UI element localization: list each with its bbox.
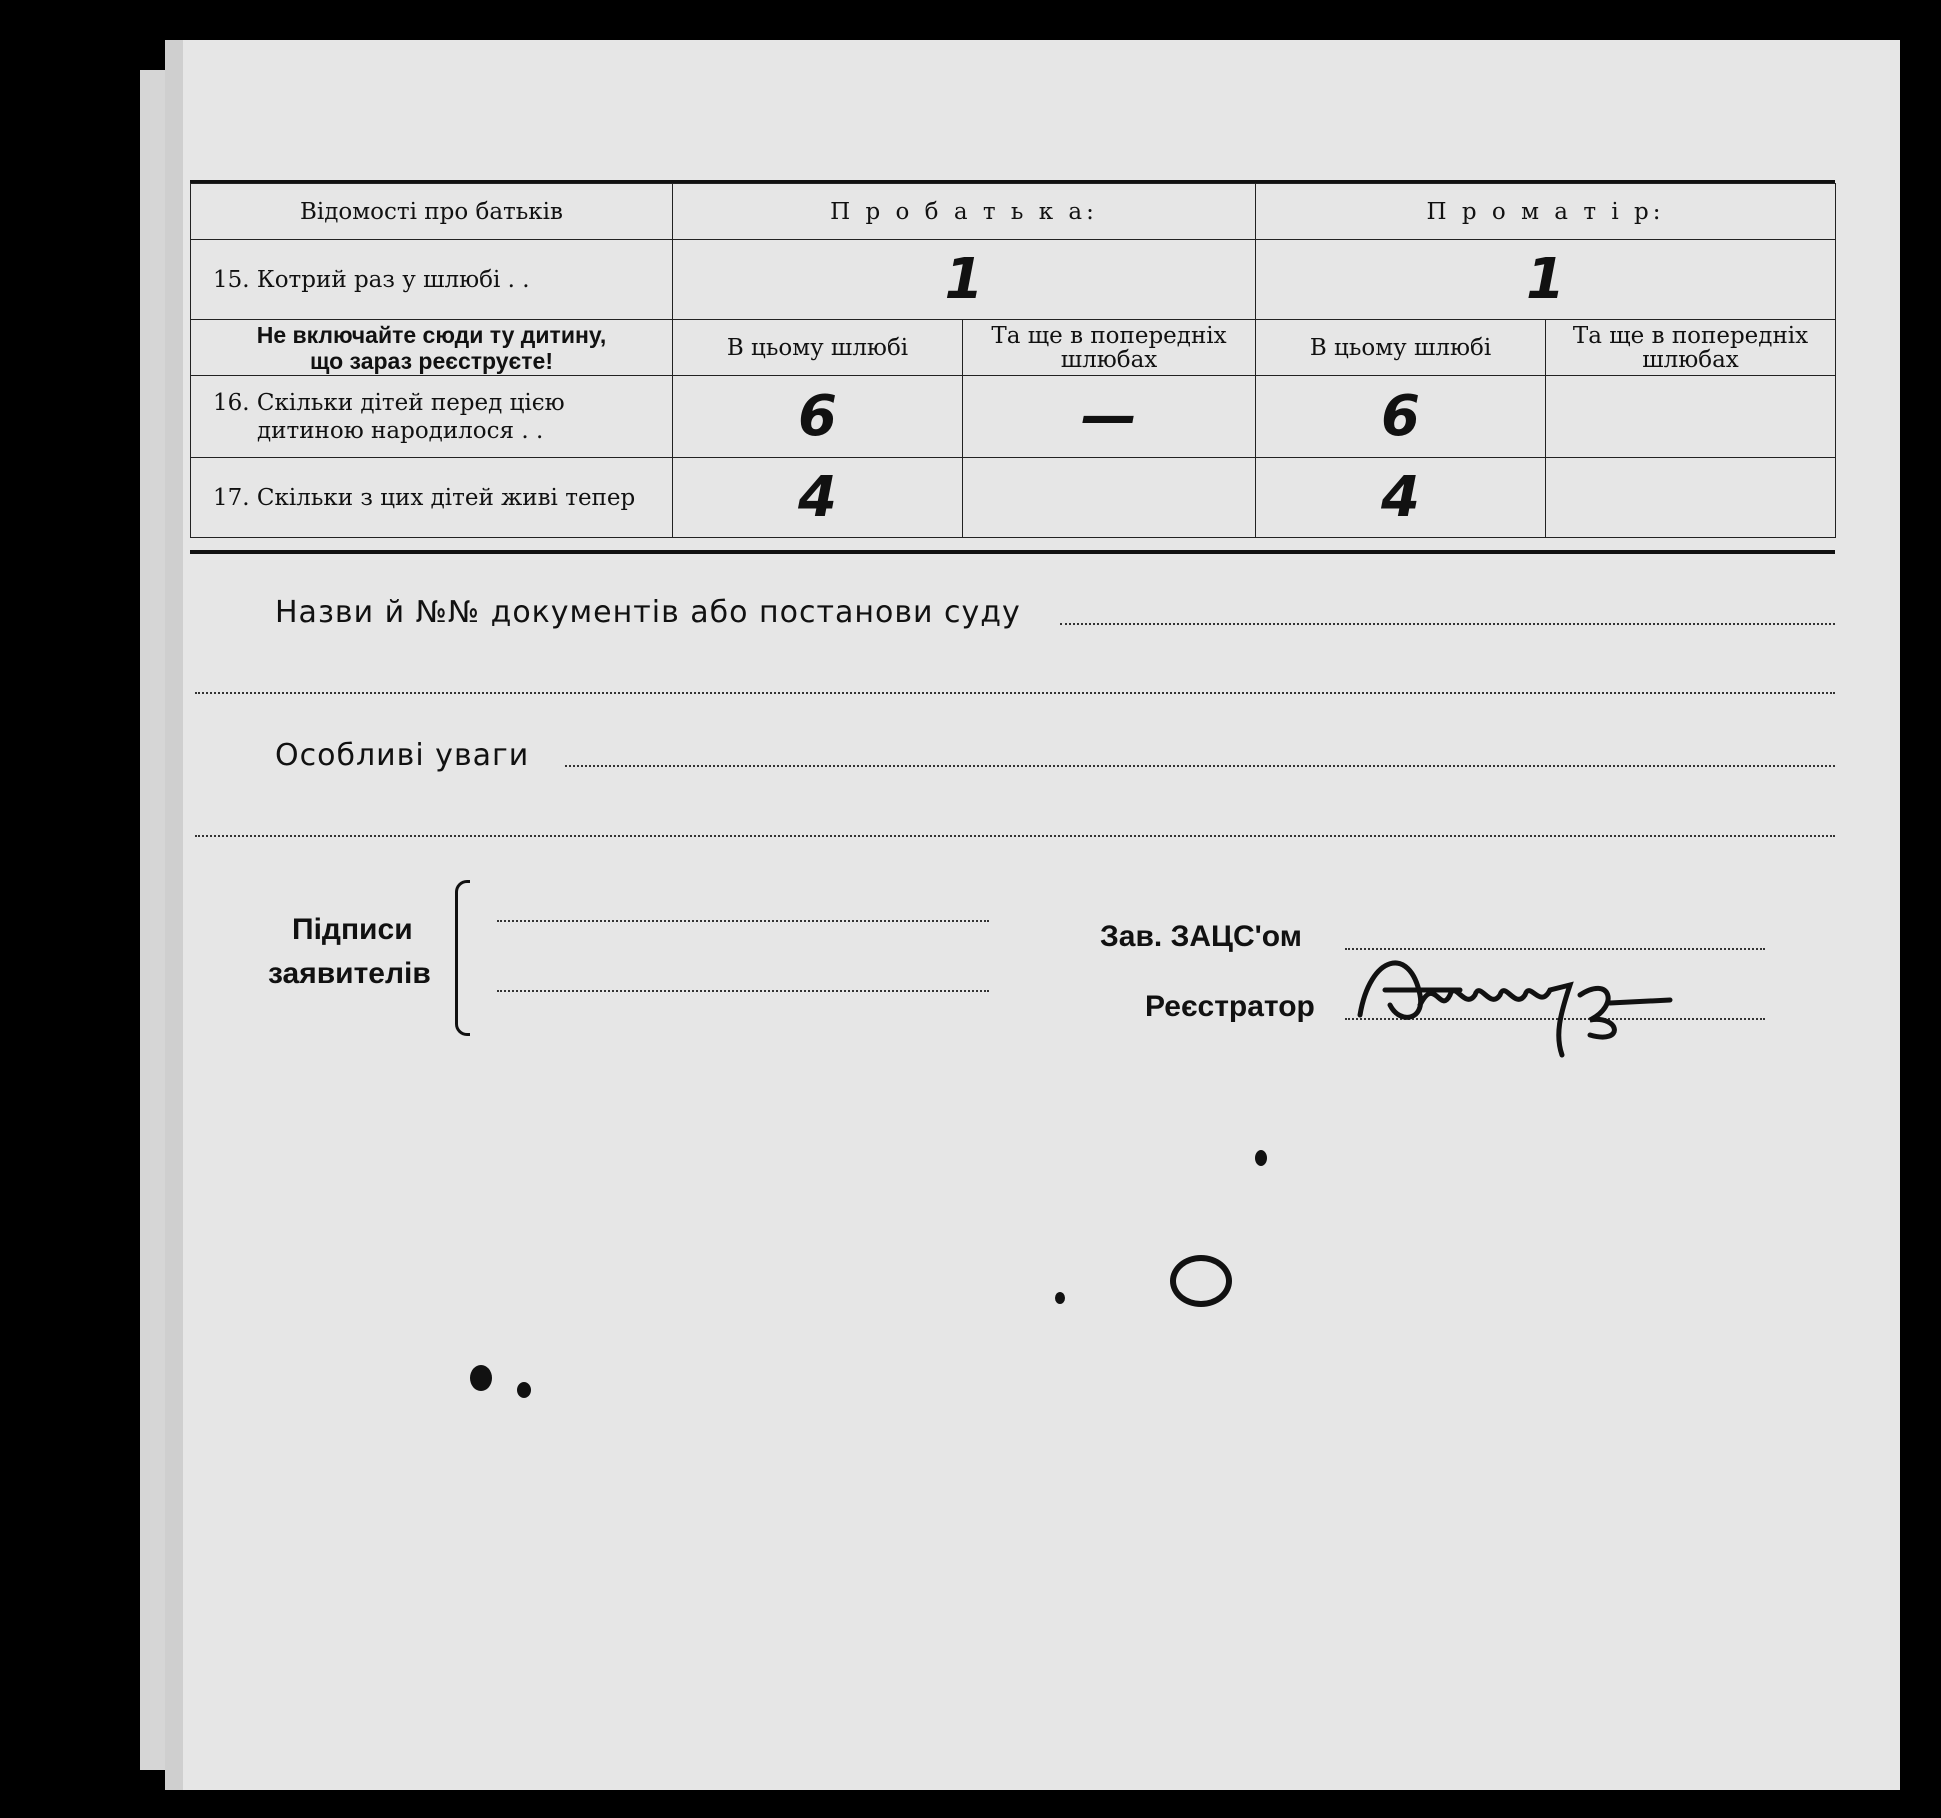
mother-prev-line2: шлюбах [1642, 346, 1739, 373]
row16-father-prev: — [1081, 384, 1137, 449]
applicants-signatures-label-2: заявителів [268, 957, 431, 990]
row17-label: 17. Скільки з цих дітей живі тепер [191, 458, 673, 538]
remarks-line-2 [195, 835, 1835, 837]
table-bottom-rule [190, 550, 1835, 554]
table-row-16 [191, 376, 1836, 458]
row17-father-this-cell [673, 458, 963, 538]
exclusion-note-line2: що зараз реєструєте! [310, 347, 553, 374]
exclusion-note-line1: Не включайте сюди ту дитину, [256, 321, 607, 348]
signatures-brace [455, 880, 470, 1036]
row17-mother-this-cell [1256, 458, 1546, 538]
parents-info-table [190, 183, 1836, 538]
registrar-signature [1340, 935, 1740, 1065]
applicant-signature-line-2 [497, 990, 989, 992]
table-row-15 [191, 240, 1836, 320]
zags-head-label: Зав. ЗАЦС'ом [1100, 920, 1302, 953]
row17-father-this: 4 [798, 465, 837, 530]
row16-mother-this: 6 [1381, 384, 1420, 449]
remarks-label: Особливі уваги [275, 738, 530, 773]
row16-mother-prev-cell [1546, 376, 1836, 458]
row17-mother-this: 4 [1381, 465, 1420, 530]
row16-label [191, 376, 673, 458]
applicant-signature-line-1 [497, 920, 989, 922]
row15-father-value: 1 [944, 247, 984, 312]
applicants-signatures-label-1: Підписи [292, 913, 413, 946]
ink-spot [1055, 1292, 1065, 1304]
father-prev-marriages-header [963, 320, 1256, 376]
row15-mother-value: 1 [1526, 247, 1565, 312]
ink-blot [1170, 1255, 1232, 1307]
documents-line-2 [195, 692, 1835, 694]
registrar-label: Реєстратор [1145, 990, 1315, 1023]
row16-mother-this-cell [1256, 376, 1546, 458]
table-header-row [191, 184, 1836, 240]
table-subheader-row [191, 320, 1836, 376]
row16-father-this-cell [673, 376, 963, 458]
header-label: Відомості про батьків [191, 184, 673, 240]
exclusion-note [191, 320, 673, 376]
row16-label-line2: дитиною народилося . . [257, 417, 544, 444]
row16-father-this: 6 [798, 384, 837, 449]
ink-spot [470, 1365, 492, 1391]
row16-label-line1: 16. Скільки дітей перед цією [213, 389, 565, 416]
row17-father-prev-cell [963, 458, 1256, 538]
row16-father-prev-cell [963, 376, 1256, 458]
row17-mother-prev-cell [1546, 458, 1836, 538]
mother-this-marriage-header: В цьому шлюбі [1256, 320, 1546, 376]
mother-prev-line1: Та ще в попередніх [1572, 322, 1809, 349]
documents-label: Назви й №№ документів або постанови суду [275, 595, 1021, 630]
row15-mother-cell [1256, 240, 1836, 320]
table-row-17 [191, 458, 1836, 538]
header-father: П р о б а т ь к а: [673, 184, 1256, 240]
father-this-marriage-header: В цьому шлюбі [673, 320, 963, 376]
mother-prev-marriages-header [1546, 320, 1836, 376]
header-mother: П р о м а т і р: [1256, 184, 1836, 240]
row15-label: 15. Котрий раз у шлюбі . . [191, 240, 673, 320]
row15-father-cell [673, 240, 1256, 320]
father-prev-line1: Та ще в попередніх [991, 322, 1227, 349]
ink-spot [517, 1382, 531, 1398]
documents-line-1 [1060, 623, 1835, 625]
remarks-line-1 [565, 765, 1835, 767]
father-prev-line2: шлюбах [1060, 346, 1158, 373]
ink-spot [1255, 1150, 1267, 1166]
